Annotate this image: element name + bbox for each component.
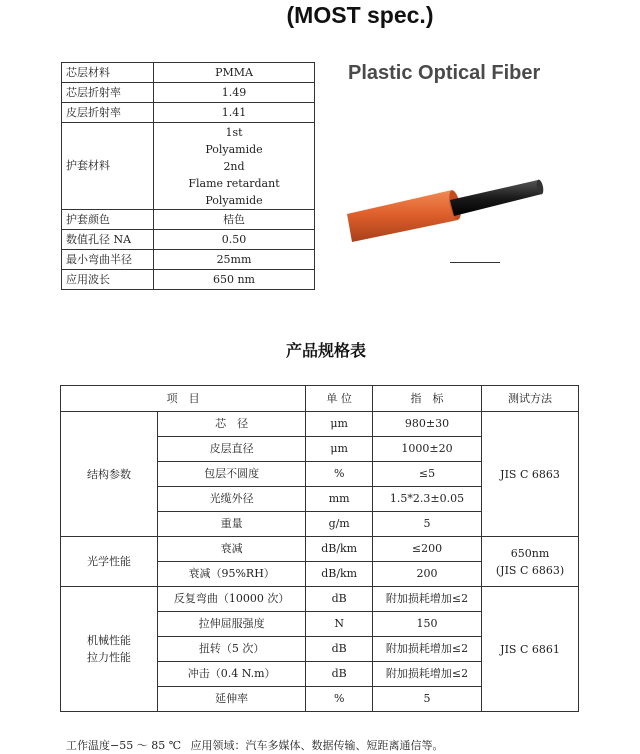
spec-item: 衰减（95%RH） xyxy=(157,562,305,587)
product-spec-body xyxy=(61,386,579,712)
test-method: JIS C 6863 xyxy=(482,412,579,537)
header-col: 测试方法 xyxy=(482,386,579,412)
spec-unit: dB xyxy=(306,637,373,662)
basic-spec-body xyxy=(62,63,315,290)
spec-value-line: 0.50 xyxy=(221,232,247,246)
spec-key: 皮层折射率 xyxy=(62,103,154,123)
spec-unit: dB/km xyxy=(306,537,373,562)
spec-value: 5 xyxy=(372,512,481,537)
spec-key: 芯层折射率 xyxy=(62,83,154,103)
spec-value xyxy=(154,123,315,210)
spec-row xyxy=(61,537,579,562)
spec-value xyxy=(154,250,315,270)
group-name: 机械性能 拉力性能 xyxy=(61,587,158,712)
product-image-label: Plastic Optical Fiber xyxy=(348,62,541,84)
spec-value: 附加损耗增加≤2 xyxy=(372,662,481,687)
spec-unit: g/m xyxy=(306,512,373,537)
spec-item: 光缆外径 xyxy=(157,487,305,512)
basic-spec-row xyxy=(62,250,315,270)
spec-item: 重量 xyxy=(157,512,305,537)
divider-line xyxy=(450,262,500,263)
spec-value-line: 2nd xyxy=(223,160,245,173)
spec-value-line: 1.41 xyxy=(221,105,247,119)
spec-value-line: Flame retardant xyxy=(188,177,280,190)
spec-value xyxy=(154,210,315,230)
spec-item: 冲击（0.4 N.m） xyxy=(157,662,305,687)
group-name: 光学性能 xyxy=(61,537,158,587)
spec-value-line: 1.49 xyxy=(221,85,247,99)
spec-unit: mm xyxy=(306,487,373,512)
spec-item: 包层不圆度 xyxy=(157,462,305,487)
basic-spec-row xyxy=(62,63,315,83)
spec-unit: μm xyxy=(306,437,373,462)
cable-jacket xyxy=(347,190,458,242)
spec-key: 数值孔径 NA xyxy=(62,230,154,250)
spec-value: 附加损耗增加≤2 xyxy=(372,587,481,612)
group-name: 结构参数 xyxy=(61,412,158,537)
header-col: 指 标 xyxy=(372,386,481,412)
spec-value: 980±30 xyxy=(372,412,481,437)
fiber-cable-illustration xyxy=(342,172,552,252)
spec-unit: dB/km xyxy=(306,562,373,587)
spec-table-title: 产品规格表 xyxy=(285,341,366,360)
spec-value: 1.5*2.3±0.05 xyxy=(372,487,481,512)
basic-spec-row xyxy=(62,230,315,250)
basic-spec-row xyxy=(62,83,315,103)
basic-spec-row xyxy=(62,103,315,123)
spec-key: 芯层材料 xyxy=(62,63,154,83)
spec-table-header xyxy=(61,386,579,412)
spec-value: 5 xyxy=(372,687,481,712)
spec-value xyxy=(154,270,315,290)
spec-value: 150 xyxy=(372,612,481,637)
spec-key: 护套颜色 xyxy=(62,210,154,230)
spec-value-line: Polyamide xyxy=(205,194,263,207)
spec-unit: dB xyxy=(306,662,373,687)
header-col: 单 位 xyxy=(306,386,373,412)
page-title: (MOST spec.) xyxy=(286,2,434,28)
spec-unit: % xyxy=(306,687,373,712)
spec-value: ≤200 xyxy=(372,537,481,562)
spec-item: 皮层直径 xyxy=(157,437,305,462)
spec-unit: dB xyxy=(306,587,373,612)
test-method: JIS C 6861 xyxy=(482,587,579,712)
test-method: 650nm (JIS C 6863) xyxy=(482,537,579,587)
spec-value xyxy=(154,103,315,123)
spec-value-line: 桔色 xyxy=(223,212,245,226)
basic-spec-row xyxy=(62,210,315,230)
spec-value xyxy=(154,230,315,250)
operating-temperature: 工作温度−55 ～ 85 ℃ xyxy=(66,739,182,752)
spec-value xyxy=(154,83,315,103)
spec-value-line: 25mm xyxy=(216,252,252,266)
basic-spec-table xyxy=(61,62,315,290)
spec-item: 衰减 xyxy=(157,537,305,562)
spec-value-line: 1st xyxy=(225,126,243,139)
header-item: 项 目 xyxy=(61,386,306,412)
spec-key: 护套材料 xyxy=(62,123,154,210)
spec-row xyxy=(61,587,579,612)
spec-unit: % xyxy=(306,462,373,487)
application-fields: 应用领域：汽车多媒体、数据传输、短距离通信等。 xyxy=(190,739,444,752)
basic-spec-row xyxy=(62,123,315,210)
spec-item: 延伸率 xyxy=(157,687,305,712)
spec-item: 拉伸屈服强度 xyxy=(157,612,305,637)
spec-value: ≤5 xyxy=(372,462,481,487)
spec-unit: μm xyxy=(306,412,373,437)
spec-unit: N xyxy=(306,612,373,637)
spec-value xyxy=(154,63,315,83)
spec-item: 反复弯曲（10000 次） xyxy=(157,587,305,612)
spec-value: 附加损耗增加≤2 xyxy=(372,637,481,662)
spec-row xyxy=(61,412,579,437)
spec-value-line: 650 nm xyxy=(212,272,255,286)
spec-value-line: PMMA xyxy=(215,65,253,79)
spec-value-line: Polyamide xyxy=(205,143,263,156)
spec-value: 200 xyxy=(372,562,481,587)
spec-key: 最小弯曲半径 xyxy=(62,250,154,270)
spec-item: 扭转（5 次） xyxy=(157,637,305,662)
footer-note xyxy=(66,737,450,753)
product-spec-table xyxy=(60,385,579,712)
spec-key: 应用波长 xyxy=(62,270,154,290)
basic-spec-row xyxy=(62,270,315,290)
spec-item: 芯 径 xyxy=(157,412,305,437)
fiber-core xyxy=(450,180,542,216)
spec-value: 1000±20 xyxy=(372,437,481,462)
